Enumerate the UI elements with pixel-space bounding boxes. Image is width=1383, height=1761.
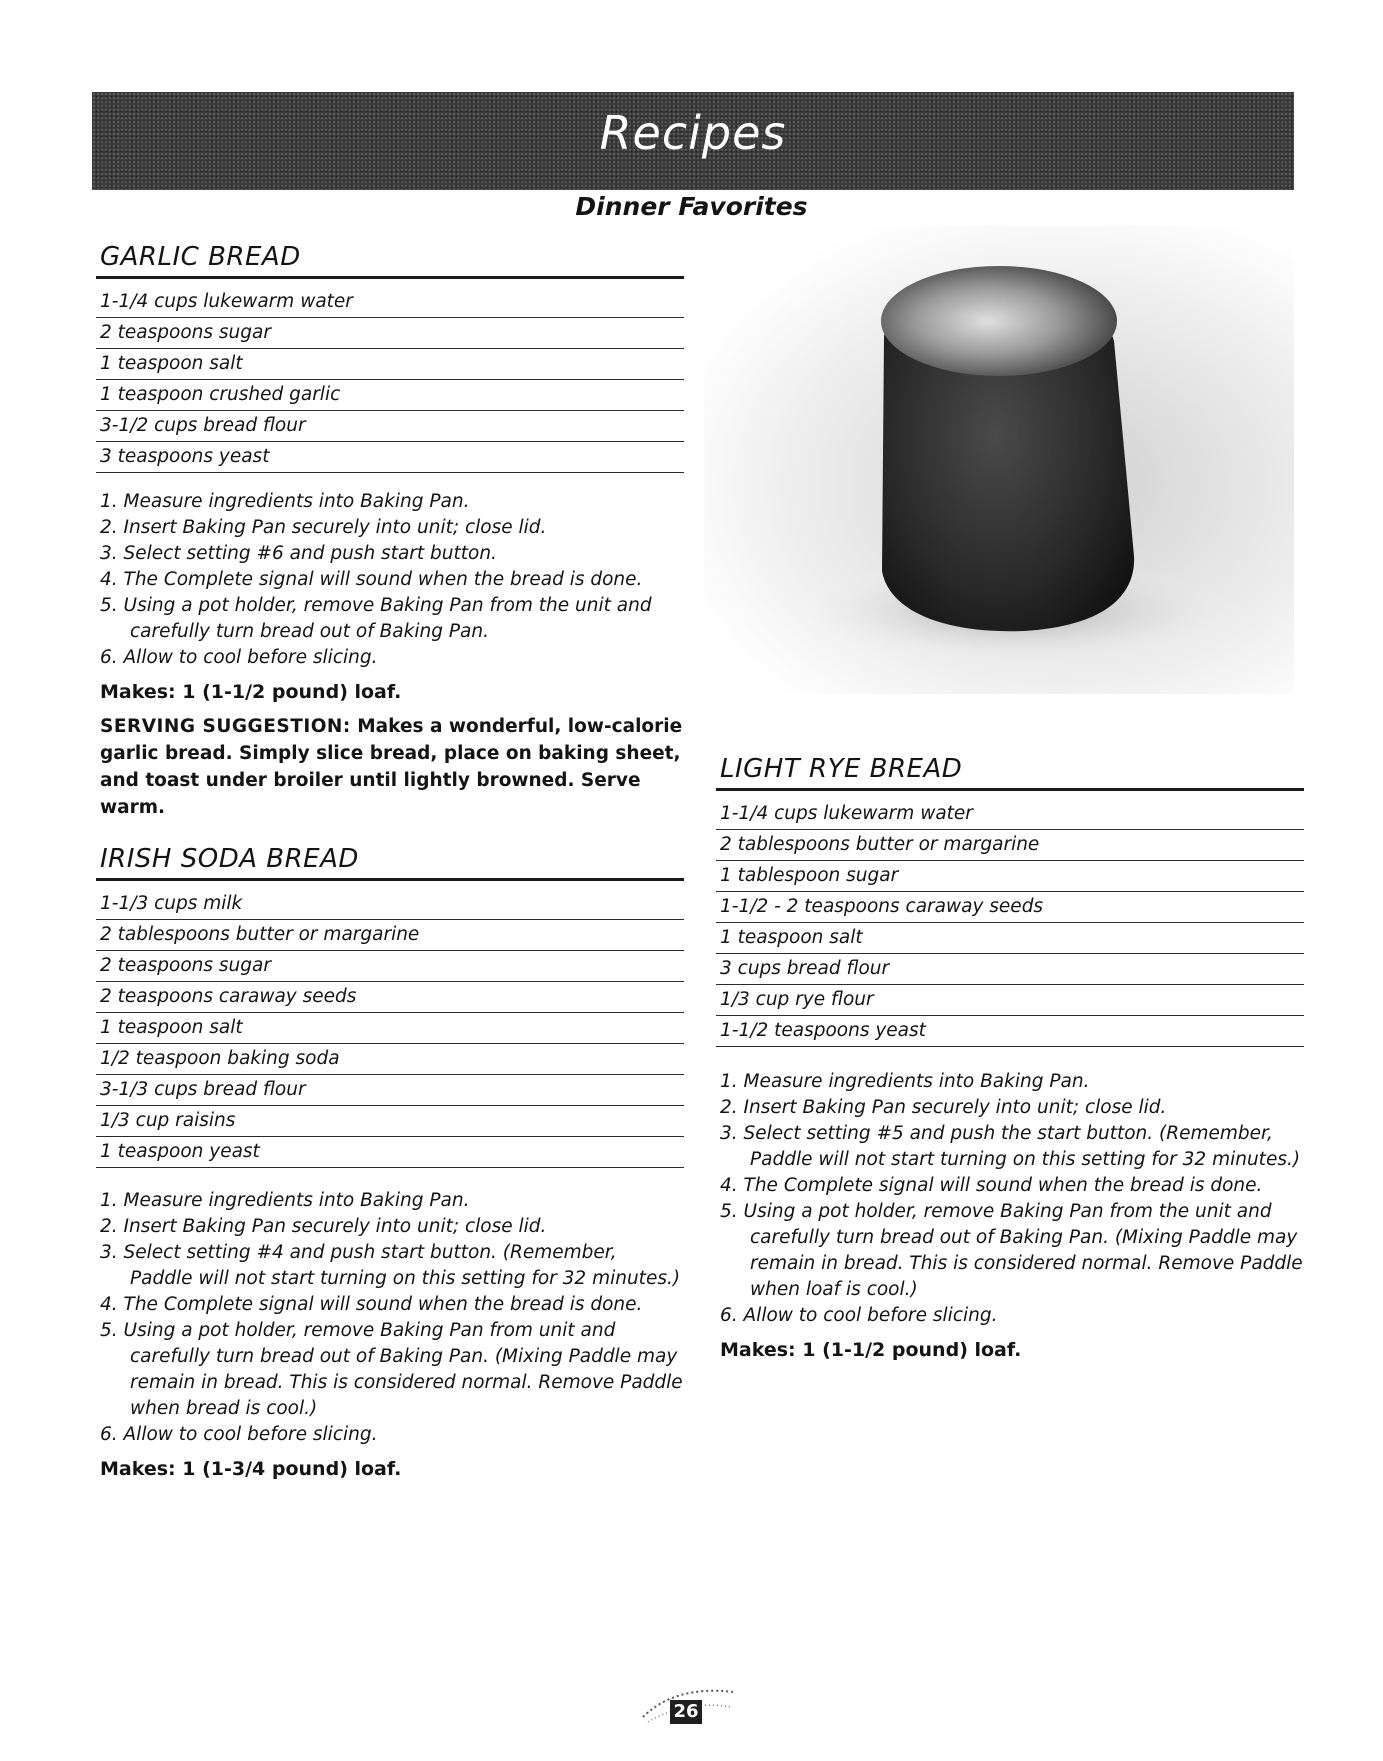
ingredient: 2 tablespoons butter or margarine [716, 830, 1304, 861]
recipe-title: IRISH SODA BREAD [96, 842, 684, 881]
bread-loaf-illustration [704, 226, 1294, 694]
ingredient: 3 teaspoons yeast [96, 442, 684, 473]
header-banner [92, 92, 1294, 190]
ingredient: 3-1/3 cups bread flour [96, 1075, 684, 1106]
serving-suggestion [96, 713, 684, 821]
step: 4. The Complete signal will sound when the bread is done. [100, 569, 643, 590]
step: 1. Measure ingredients into Baking Pan. [100, 1190, 470, 1211]
ingredient: 1-1/4 cups lukewarm water [96, 287, 684, 318]
step: 5. Using a pot holder, remove Baking Pan from the unit and carefully turn bread out of Baking Pan. (Mixing Paddle may remain in bread. This is considered normal. Remove Paddle when loaf is cool.) [720, 1201, 1303, 1300]
ingredient-list [96, 889, 684, 1168]
page-number: 26 [670, 1700, 702, 1724]
ingredient: 1-1/3 cups milk [96, 889, 684, 920]
step: 1. Measure ingredients into Baking Pan. [100, 491, 470, 512]
yield-text: Makes: 1 (1-3/4 pound) loaf. [100, 1458, 402, 1480]
step-list [716, 1069, 1304, 1329]
ingredient: 3 cups bread flour [716, 954, 1304, 985]
step-list [96, 1188, 684, 1448]
ingredient: 1 teaspoon salt [96, 349, 684, 380]
step: 3. Select setting #4 and push start button. (Remember, Paddle will not start turning on this setting for 32 minutes.) [100, 1242, 681, 1289]
bread-loaf-photo [704, 226, 1294, 694]
serving-suggestion-text: Makes a wonderful, low-calorie garlic bread. Simply slice bread, place on baking sheet, and toast under broiler until lightly browned. Serve warm. [100, 716, 683, 818]
ingredient: 1 teaspoon crushed garlic [96, 380, 684, 411]
ingredient: 1-1/2 - 2 teaspoons caraway seeds [716, 892, 1304, 923]
step: 6. Allow to cool before slicing. [100, 647, 378, 668]
step: 5. Using a pot holder, remove Baking Pan from the unit and carefully turn bread out of Baking Pan. [100, 595, 652, 642]
step-list [96, 489, 684, 671]
ingredient-list [96, 287, 684, 473]
step: 6. Allow to cool before slicing. [100, 1424, 378, 1445]
ingredient: 1/3 cup rye flour [716, 985, 1304, 1016]
ingredient: 1/3 cup raisins [96, 1106, 684, 1137]
step: 2. Insert Baking Pan securely into unit; close lid. [100, 1216, 547, 1237]
ingredient: 2 teaspoons sugar [96, 318, 684, 349]
recipe-title: GARLIC BREAD [96, 240, 684, 279]
garlic-bread-recipe [96, 240, 684, 821]
ingredient-list [716, 799, 1304, 1047]
step: 4. The Complete signal will sound when the bread is done. [720, 1175, 1263, 1196]
light-rye-bread-recipe [716, 752, 1304, 1361]
ingredient: 2 teaspoons caraway seeds [96, 982, 684, 1013]
ingredient: 1 tablespoon sugar [716, 861, 1304, 892]
section-subtitle: Dinner Favorites [575, 192, 808, 221]
step: 5. Using a pot holder, remove Baking Pan from unit and carefully turn bread out of Baking Pan. (Mixing Paddle may remain in bread. This is considered normal. Remove Paddle when bread is cool.) [100, 1320, 683, 1419]
step: 6. Allow to cool before slicing. [720, 1305, 998, 1326]
serving-suggestion-label: SERVING SUGGESTION: [100, 716, 351, 737]
recipe-title: LIGHT RYE BREAD [716, 752, 1304, 791]
step: 4. The Complete signal will sound when the bread is done. [100, 1294, 643, 1315]
step: 2. Insert Baking Pan securely into unit; close lid. [720, 1097, 1167, 1118]
step: 3. Select setting #6 and push start button. [100, 543, 497, 564]
ingredient: 1-1/4 cups lukewarm water [716, 799, 1304, 830]
yield-text: Makes: 1 (1-1/2 pound) loaf. [720, 1339, 1022, 1361]
ingredient: 1 teaspoon salt [716, 923, 1304, 954]
ingredient: 1-1/2 teaspoons yeast [716, 1016, 1304, 1047]
page-number-ornament [638, 1672, 738, 1732]
page-title: Recipes [599, 106, 787, 160]
step: 1. Measure ingredients into Baking Pan. [720, 1071, 1090, 1092]
ingredient: 2 tablespoons butter or margarine [96, 920, 684, 951]
step: 2. Insert Baking Pan securely into unit; close lid. [100, 517, 547, 538]
ingredient: 1 teaspoon yeast [96, 1137, 684, 1168]
ingredient: 1 teaspoon salt [96, 1013, 684, 1044]
ingredient: 3-1/2 cups bread flour [96, 411, 684, 442]
ingredient: 2 teaspoons sugar [96, 951, 684, 982]
yield-text: Makes: 1 (1-1/2 pound) loaf. [100, 681, 402, 703]
ingredient: 1/2 teaspoon baking soda [96, 1044, 684, 1075]
step: 3. Select setting #5 and push the start button. (Remember, Paddle will not start turning on this setting for 32 minutes.) [720, 1123, 1301, 1170]
irish-soda-bread-recipe [96, 842, 684, 1480]
